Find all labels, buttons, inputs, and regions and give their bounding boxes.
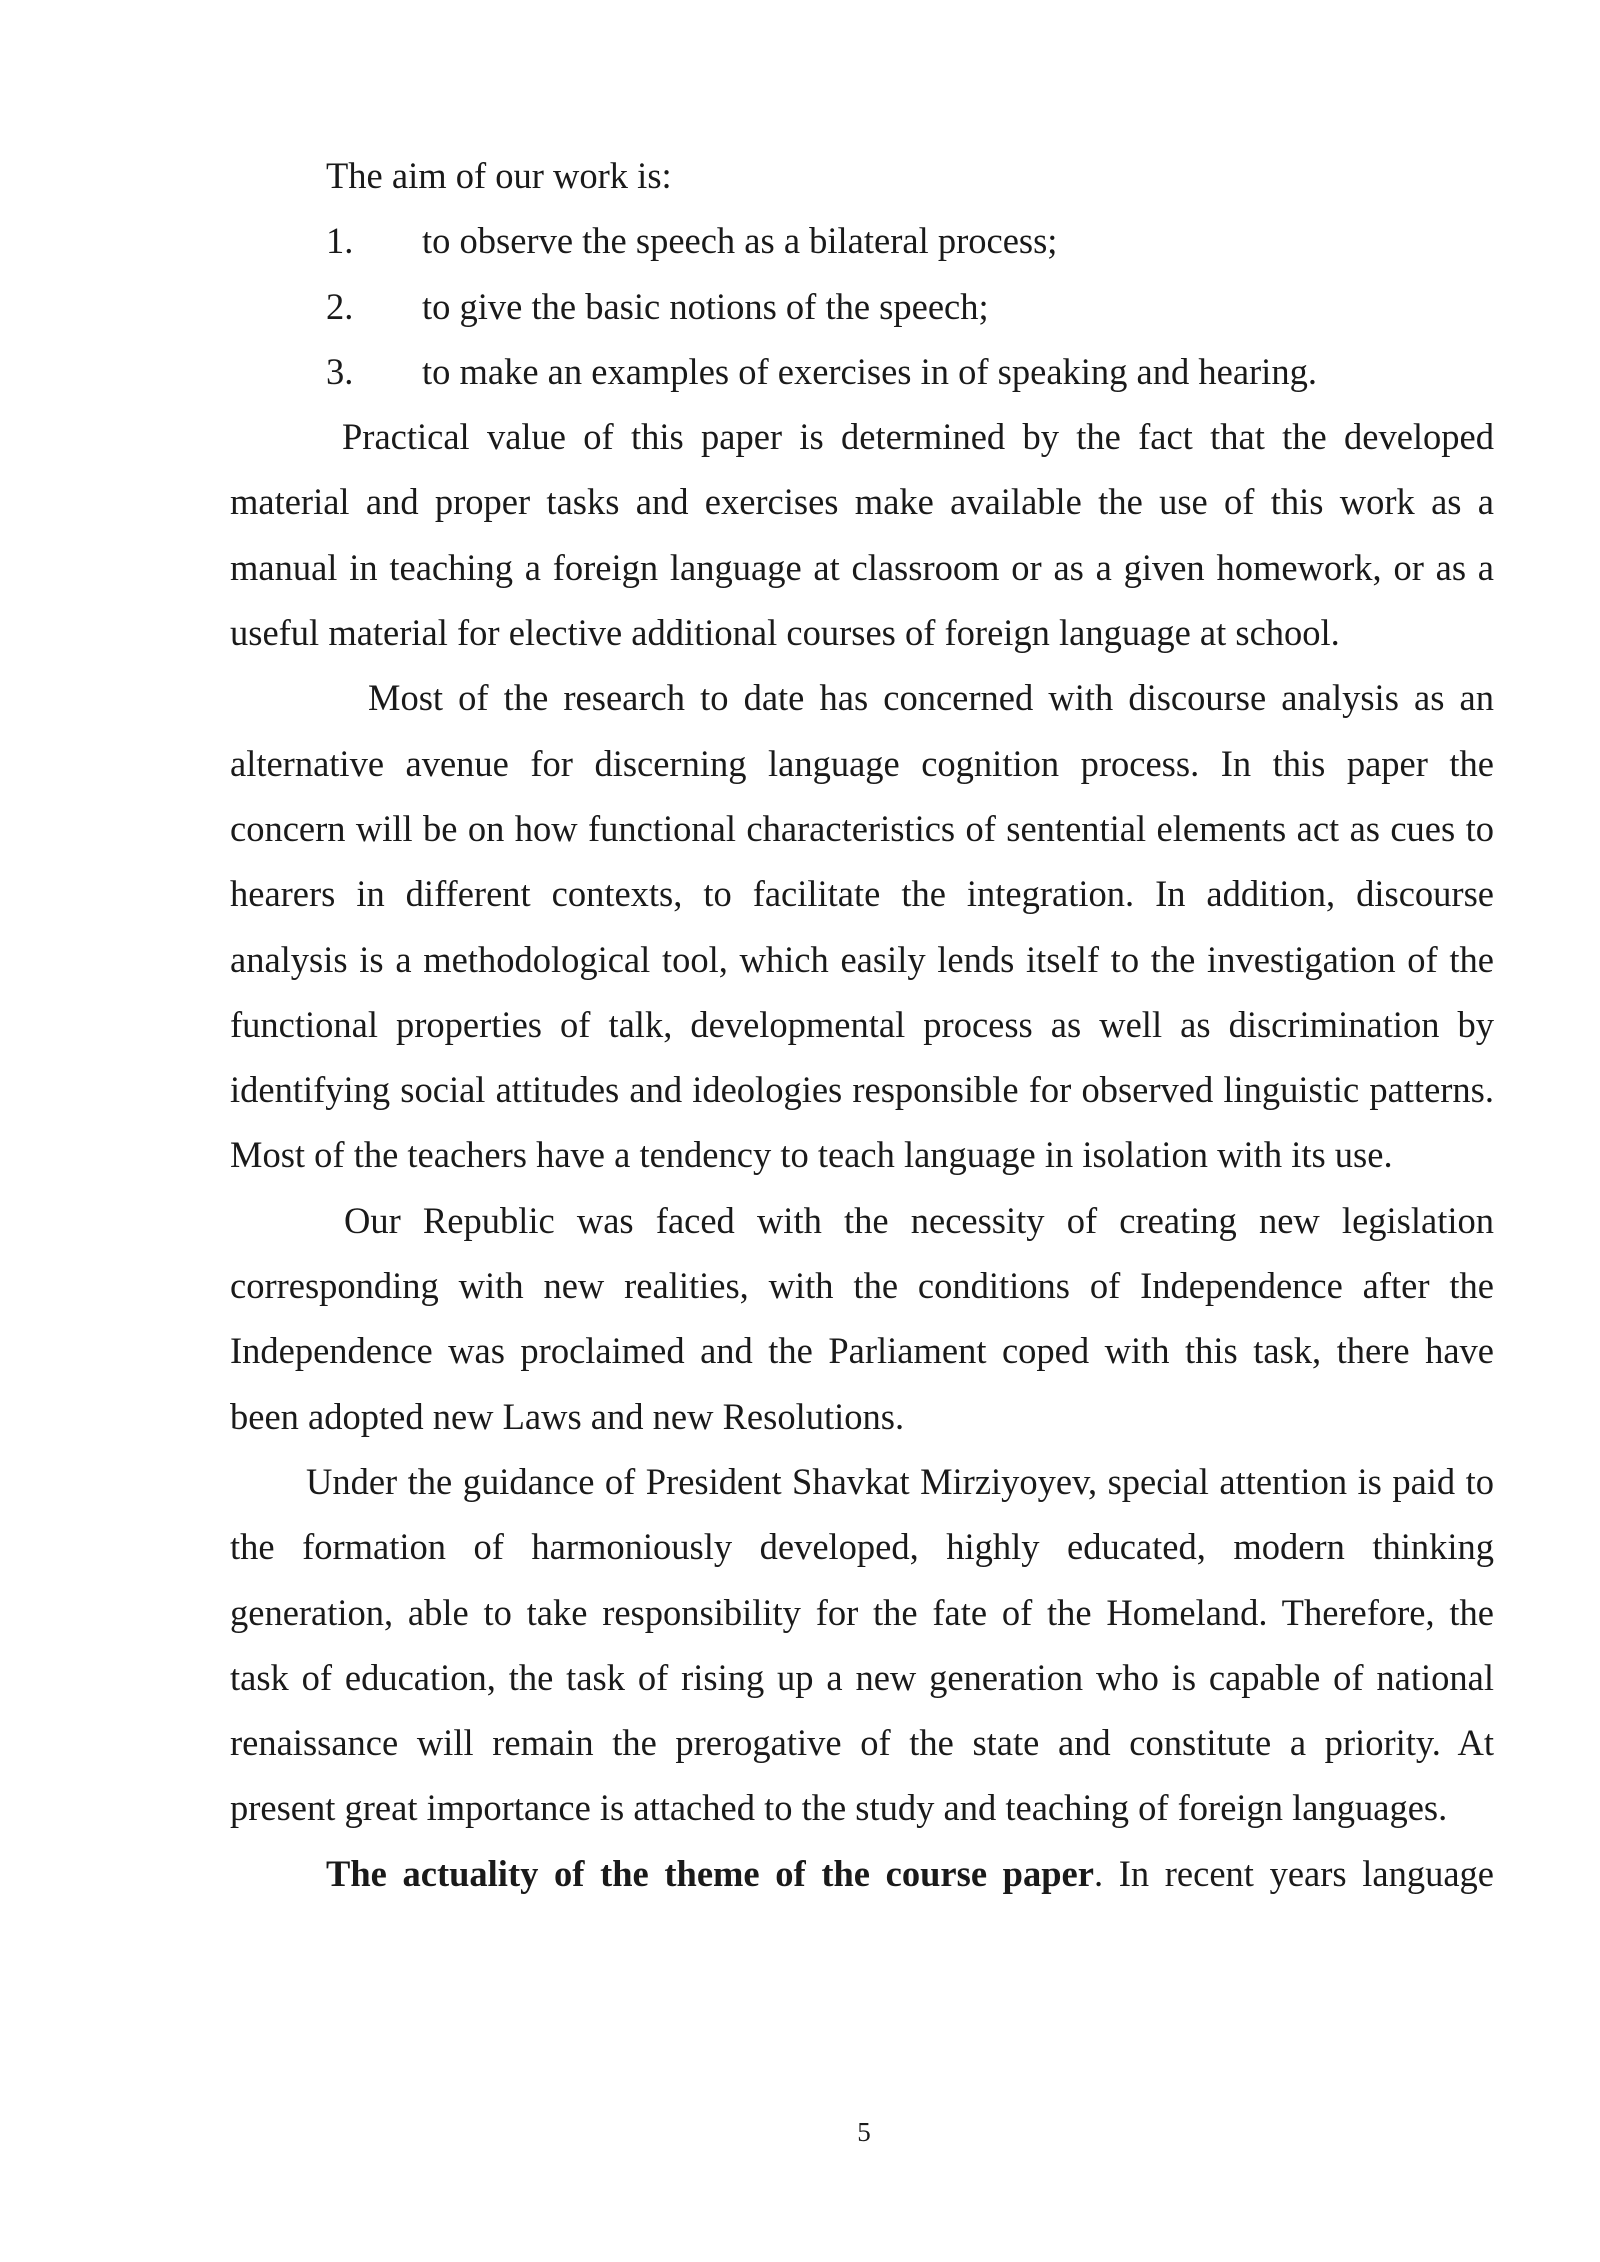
page-body <box>230 143 1494 1906</box>
aim-text: to observe the speech as a bilateral process; <box>422 220 1058 262</box>
aim-list-item <box>326 339 1494 404</box>
aim-text: to make an examples of exercises in of speaking and hearing. <box>422 350 1317 392</box>
paragraph-practical-value: Practical value of this paper is determined by the fact that the developed material and proper tasks and exercises make available the use of this work as a manual in teaching a foreign language at classroom or as a given homework, or as a useful material for elective additional courses of foreign language at school. <box>230 416 1494 654</box>
aim-list-item <box>326 208 1494 273</box>
aim-text: to give the basic notions of the speech; <box>422 285 989 327</box>
aim-list-item <box>326 274 1494 339</box>
paragraph-guidance: Under the guidance of President Shavkat Mirziyoyev, special attention is paid to the formation of harmoniously developed, highly educated, modern thinking generation, able to take responsibility for the fate of the Homeland. Therefore, the task of education, the task of rising up a new generation who is capable of national renaissance will remain the prerogative of the state and constitute a priority. At present great importance is attached to the study and teaching of foreign languages. <box>230 1460 1494 1829</box>
paragraph-research: Most of the research to date has concerned with discourse analysis as an alternative avenue for discerning language cognition process. In this paper the concern will be on how functional characteristics of sentential elements act as cues to hearers in different contexts, to facilitate the integration. In addition, discourse analysis is a methodological tool, which easily lends itself to the investigation of the functional properties of talk, developmental process as well as discrimination by identifying social attitudes and ideologies responsible for observed linguistic patterns. Most of the teachers have a tendency to teach language in isolation with its use. <box>230 677 1494 1176</box>
actuality-text: . In recent years language <box>1093 1852 1494 1894</box>
aim-number: 3. <box>326 350 354 392</box>
aim-intro: The aim of our work is: <box>326 155 672 196</box>
paragraph-republic: Our Republic was faced with the necessity of creating new legislation corresponding with new realities, with the conditions of Independence after the Independence was proclaimed and the Parliament coped with this task, there have been adopted new Laws and new Resolutions. <box>230 1199 1494 1437</box>
page-number: 5 <box>857 2117 871 2147</box>
paragraph-actuality <box>230 1841 1494 1906</box>
aim-number: 1. <box>326 220 354 262</box>
actuality-heading: The actuality of the theme of the course paper <box>326 1852 1094 1894</box>
aim-number: 2. <box>326 285 354 327</box>
